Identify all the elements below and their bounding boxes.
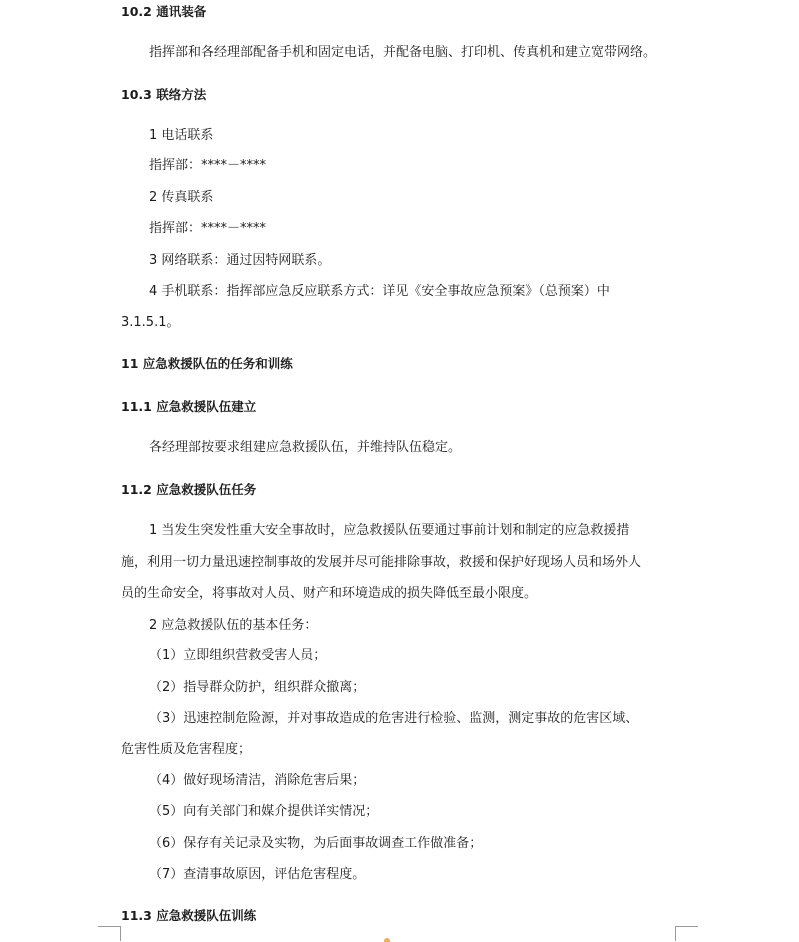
contact-item-phone: 1 电话联系 xyxy=(149,128,214,143)
contact-item-network: 3 网络联系：通过因特网联系。 xyxy=(149,253,331,268)
contact-item-fax: 2 传真联系 xyxy=(149,190,214,205)
paragraph-task-1-line-1: 1 当发生突发性重大安全事故时，应急救援队伍要通过事前计划和制定的应急救援措 xyxy=(149,523,630,538)
heading-11-3: 11.3 应急救援队伍训练 xyxy=(121,908,257,923)
paragraph-task-1-line-3: 员的生命安全，将事故对人员、财产和环境造成的损失降低至最小限度。 xyxy=(121,586,538,601)
task-item-3-line-1: （3）迅速控制危险源，并对事故造成的危害进行检验、监测，测定事故的危害区域、 xyxy=(149,711,639,726)
heading-10-3: 10.3 联络方法 xyxy=(121,87,207,102)
page-corner-mark-left xyxy=(98,926,121,941)
contact-item-mobile: 4 手机联系：指挥部应急反应联系方式：详见《安全事故应急预案》（总预案）中 xyxy=(149,284,610,299)
contact-mobile-continued: 3.1.5.1。 xyxy=(121,315,180,330)
contact-fax-value: 指挥部：****－**** xyxy=(149,221,267,236)
paragraph-task-1-line-2: 施，利用一切力量迅速控制事故的发展并尽可能排除事故，救援和保护好现场人员和场外人 xyxy=(121,555,642,570)
heading-11-1: 11.1 应急救援队伍建立 xyxy=(121,399,257,414)
paragraph-11-1: 各经理部按要求组建应急救援队伍，并维持队伍稳定。 xyxy=(149,440,462,455)
heading-11-2: 11.2 应急救援队伍任务 xyxy=(121,482,257,497)
task-item-5: （5）向有关部门和媒介提供详实情况； xyxy=(149,804,379,819)
page-marker-dot xyxy=(384,938,390,942)
task-item-6: （6）保存有关记录及实物，为后面事故调查工作做准备； xyxy=(149,836,483,851)
task-item-2: （2）指导群众防护，组织群众撤离； xyxy=(149,680,366,695)
paragraph-10-2: 指挥部和各经理部配备手机和固定电话，并配备电脑、打印机、传真机和建立宽带网络。 xyxy=(149,45,657,60)
page-corner-mark-right xyxy=(675,926,698,941)
task-item-7: （7）查清事故原因，评估危害程度。 xyxy=(149,867,366,882)
task-item-3-line-2: 危害性质及危害程度； xyxy=(121,742,252,757)
heading-10-2: 10.2 通讯装备 xyxy=(121,4,207,19)
task-item-4: （4）做好现场清洁，消除危害后果； xyxy=(149,773,366,788)
task-item-1: （1）立即组织营救受害人员； xyxy=(149,648,327,663)
paragraph-task-2: 2 应急救援队伍的基本任务： xyxy=(149,618,318,633)
contact-phone-value: 指挥部：****－**** xyxy=(149,158,267,173)
heading-11: 11 应急救援队伍的任务和训练 xyxy=(121,356,293,371)
